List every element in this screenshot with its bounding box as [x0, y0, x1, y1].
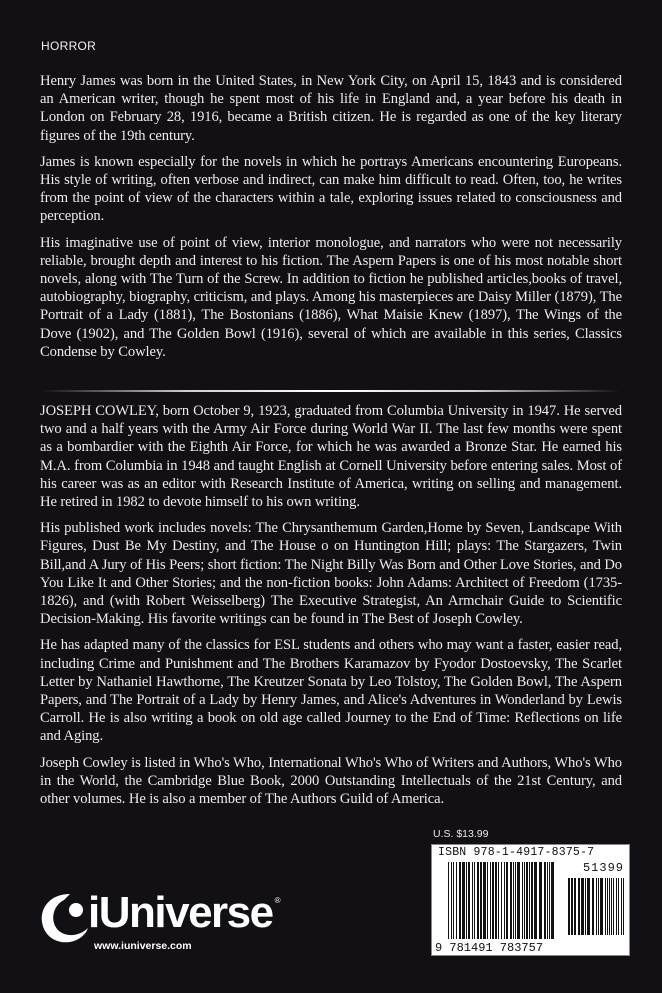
barcode-bar	[487, 862, 488, 939]
barcode-bar	[483, 862, 486, 939]
barcode-bar	[472, 862, 473, 939]
barcode-bar	[504, 862, 505, 939]
barcode-bar	[462, 862, 465, 939]
barcode-bar	[480, 862, 482, 939]
barcode-bar	[510, 862, 512, 939]
barcode-bar	[592, 878, 594, 935]
publisher-wordmark	[88, 890, 281, 936]
barcode-bar	[459, 862, 461, 939]
barcode-bar	[468, 862, 470, 939]
barcode-bar	[568, 878, 570, 935]
barcode-bar	[549, 862, 550, 939]
barcode-digits: 9 781491 783757	[435, 941, 544, 955]
barcode-bar	[607, 878, 608, 935]
barcode-bar	[544, 862, 546, 939]
barcode-bar	[448, 862, 449, 939]
barcode-bar	[621, 878, 622, 935]
author-paragraph: Joseph Cowley is listed in Who's Who, International Who's Who of Writers and Authors, Who's Who in the World, the Cambridge Blue Book, 2000 Outstanding Intellectuals of the 21st Century, and other volumes. He is also a member of The Authors Guild of America.	[40, 754, 622, 808]
barcode-bar	[618, 878, 619, 935]
author-bio	[40, 402, 622, 816]
isbn-barcode	[431, 844, 630, 956]
barcode-bar	[492, 862, 494, 939]
barcode-bar	[616, 878, 617, 935]
isbn-text: ISBN 978-1-4917-8375-7	[438, 846, 595, 859]
barcode-bar	[596, 878, 597, 935]
barcode-bar	[456, 862, 457, 939]
barcode-bar	[526, 862, 528, 939]
barcode-bar	[598, 878, 599, 935]
bio-paragraph: His imaginative use of point of view, interior monologue, and narrators who were not necessarily reliable, brought depth and interest to his fiction. The Aspern Papers is one of his most notable short novels, along with The Turn of the Screw. In addition to fiction he published articles,books of travel, autobiography, biography, criticism, and plays. Among his masterpieces are Daisy Miller (1879), The Portrait of a Lady (1881), The Bostonians (1886), What Maisie Knew (1897), The Wings of the Dove (1902), and The Golden Bowl (1916), several of which are available in this series, Classics Condense by Cowley.	[40, 234, 622, 360]
barcode-bar	[515, 862, 516, 939]
barcode-bar	[506, 862, 508, 939]
barcode-bar	[578, 878, 580, 935]
barcode-bar	[605, 878, 606, 935]
barcode-bar	[611, 878, 612, 935]
barcode-bar	[585, 878, 586, 935]
barcode-bar	[522, 862, 523, 939]
barcode-bar	[551, 862, 554, 939]
barcode-bar	[451, 862, 452, 939]
publisher-name: iUniverse	[88, 888, 273, 937]
barcode-bar	[474, 862, 475, 939]
barcode-bar	[517, 862, 520, 939]
barcode-bar	[534, 862, 537, 939]
barcode-addon-text: 51399	[582, 861, 624, 875]
bio-paragraph: James is known especially for the novels in which he portrays Americans encountering Europeans. His style of writing, often verbose and indirect, can make him difficult to read. Often, too, he writes from the point of view of the characters within a tale, exploring issues related to consciousness and perception.	[40, 153, 622, 225]
barcode-bar	[498, 862, 499, 939]
author-paragraph: His published work includes novels: The Chrysanthemum Garden,Home by Seven, Landscape With Figures, Dust Be My Destiny, and The House o on Huntington Hill; plays: The Stargazers, Twin Bill,and A Jury of His Peers; short fiction: The Night Billy Was Born and Other Love Stories, and Do You Like It and Other Stories; and the non-fiction books: John Adams: Architect of Freedom (1735-1826), and (with Robert Weisselberg) The Executive Strategist, An Armchair Guide to Scientific Decision-Making. His favorite writings can be found in The Best of Joseph Cowley.	[40, 520, 622, 628]
barcode-bar	[539, 862, 542, 939]
genre-label: HORROR	[41, 39, 97, 53]
registered-mark: ®	[274, 896, 281, 905]
barcode-bar	[571, 878, 573, 935]
barcode-bar	[609, 878, 610, 935]
barcode-bar	[453, 862, 454, 939]
barcode-bar	[581, 878, 584, 935]
author-paragraph: JOSEPH COWLEY, born October 9, 1923, graduated from Columbia University in 1947. He served two and a half years with the Army Air Force during World War II. The last few months were spent as a bombardier with the Eighth Air Force, for which he was awarded a Bronze Star. He earned his M.A. from Columbia in 1948 and taught English at Cornell University before entering sales. Most of his career was as an editor with Research Institute of America, writing on selling and management. He retired in 1982 to devote himself to his own writing.	[40, 403, 622, 511]
barcode-bar	[574, 878, 576, 935]
publisher-url: www.iuniverse.com	[94, 940, 192, 952]
bio-paragraph: Henry James was born in the United States, in New York City, on April 15, 1843 and is considered an American writer, though he spent most of his life in England and, a year before his death in London on February 28, 1916, became a British citizen. He is regarded as one of the key literary figures of the 19th century.	[40, 73, 622, 144]
iuniverse-swoosh-icon	[40, 890, 90, 946]
barcode-bar	[513, 862, 514, 939]
barcode-bar	[547, 862, 548, 939]
barcode-bar	[613, 878, 614, 935]
publisher-logo	[40, 890, 300, 970]
henry-james-bio	[40, 72, 622, 369]
barcode-bar	[466, 862, 467, 939]
barcode-bar	[524, 862, 525, 939]
barcode-bar	[495, 862, 497, 939]
barcode-bar	[531, 862, 533, 939]
price-label: U.S. $13.99	[433, 828, 489, 840]
barcode-bar	[587, 878, 590, 935]
barcode-bar	[490, 862, 491, 939]
barcode-bar	[477, 862, 479, 939]
author-paragraph: He has adapted many of the classics for ESL students and others who may want a faster, easier read, including Crime and Punishment and The Brothers Karamazov by Fyodor Dostoevsky, The Scarlet Letter by Nathaniel Hawthorne, The Kreutzer Sonata by Leo Tolstoy, The Golden Bowl, The Aspern Papers, and The Portrait of a Lady by Henry James, and Alice's Adventures in Wonderland by Lewis Carroll. He is also writing a book on old age called Journey to the End of Time: Reflections on life and Aging.	[40, 637, 622, 745]
barcode-bar	[501, 862, 502, 939]
barcode-bar	[529, 862, 530, 939]
barcode-bar	[623, 878, 624, 935]
section-divider	[42, 390, 620, 392]
barcode-bar	[600, 878, 603, 935]
